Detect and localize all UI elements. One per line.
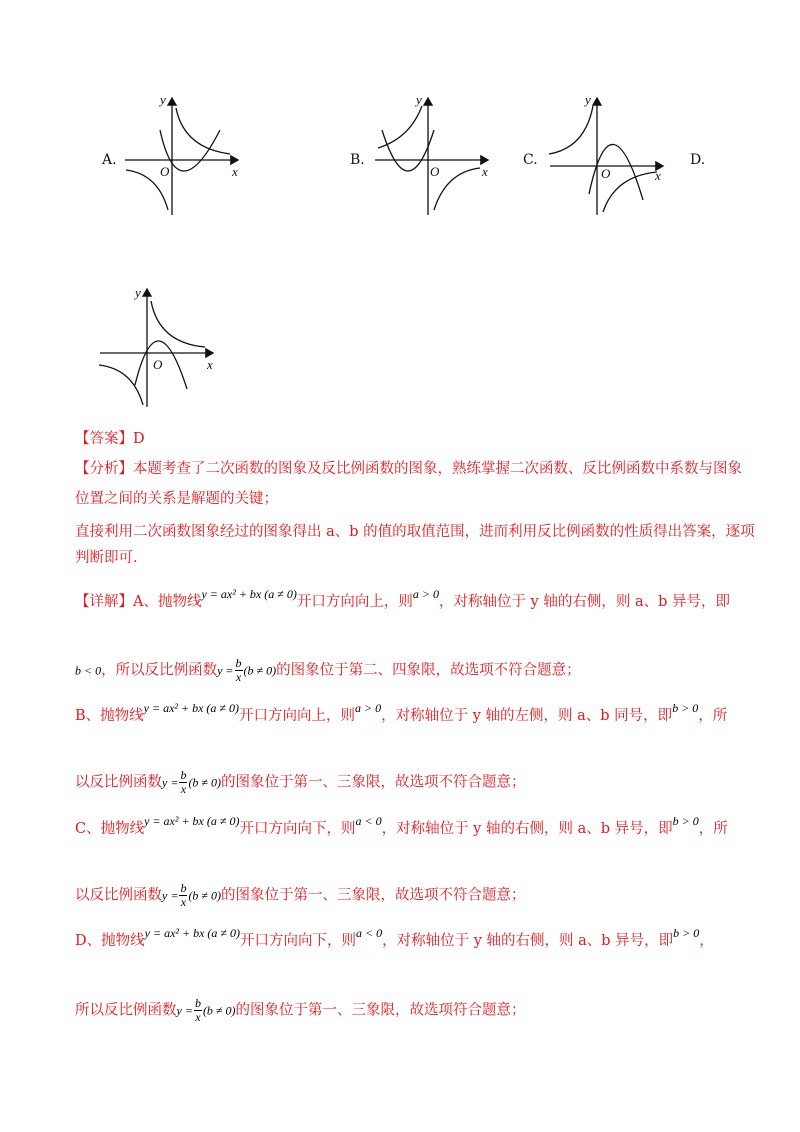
- y-axis-label: y: [135, 285, 141, 300]
- detail-c-line-2: [75, 882, 526, 909]
- fraction-denominator: x: [180, 895, 187, 909]
- fraction-denominator: x: [235, 670, 242, 684]
- option-a-label: A.: [102, 152, 117, 168]
- hyperbola-left: [378, 106, 422, 148]
- inverse-fraction: [179, 769, 187, 796]
- hyperbola-left: [99, 365, 143, 405]
- analysis-line-1: [75, 459, 742, 479]
- detail-c-text-6: 的图象位于第一、三象限，故选项不符合题意；: [221, 887, 526, 904]
- detail-b-line-2: [75, 769, 526, 796]
- analysis-text-1: 本题考查了二次函数的图象及反比例函数的图象，熟练掌握二次函数、反比例函数中系数与图象: [133, 461, 742, 477]
- detail-d-text-4: ，: [699, 933, 714, 949]
- analysis-tag: 【分析】: [75, 461, 133, 477]
- origin-label: O: [601, 166, 611, 181]
- analysis-line-3: 直接利用二次函数图象经过的图象得出 a、b 的值的取值范围，进而利用反比例函数的性质得出答案，逐项: [75, 524, 755, 540]
- detail-a-text-3: ，对称轴位于 y 轴的右侧，则 a、b 异号，即: [438, 594, 731, 610]
- detail-a-text-4: ，所以反比例函数: [101, 662, 218, 679]
- detail-b-text-4: ，所: [698, 708, 728, 724]
- detail-d-text-1: D、抛物线: [75, 933, 145, 949]
- fraction-denominator: x: [195, 1010, 201, 1024]
- detail-a-text-5: 的图象位于第二、四象限，故选项不符合题意；: [276, 662, 581, 679]
- detail-c-text-5: 以反比例函数: [75, 887, 162, 904]
- fraction-numerator: b: [180, 881, 187, 895]
- detail-c-text-2: 开口方向向下，则: [239, 821, 356, 837]
- detail-b-text-5: 以反比例函数: [75, 774, 162, 791]
- detail-c-line-1: [75, 814, 728, 839]
- b-condition: b > 0: [673, 926, 700, 940]
- parabola-formula: y = ax² + bx (a ≠ 0): [143, 701, 240, 715]
- detail-c-text-3: ，对称轴位于 y 轴的右侧，则 a、b 异号，即: [381, 821, 673, 837]
- fraction-numerator: b: [180, 768, 187, 782]
- a-condition: a < 0: [356, 926, 383, 940]
- x-axis-label: x: [655, 168, 661, 183]
- detail-tag: 【详解】: [75, 594, 133, 610]
- y-axis-label: y: [160, 92, 166, 107]
- option-b-label: B.: [350, 152, 365, 168]
- detail-b-line-1: [75, 701, 728, 726]
- detail-a-text-2: 开口方向向上，则: [296, 594, 413, 610]
- hyperbola-right: [151, 301, 205, 347]
- y-axis-label: y: [416, 92, 422, 107]
- detail-d-text-6: 的图象位于第一、三象限，故选项符合题意；: [235, 1002, 526, 1019]
- detail-d-line-2: [75, 997, 526, 1024]
- hyperbola-right: [434, 168, 480, 210]
- inverse-formula-post: (b ≠ 0): [188, 775, 222, 790]
- hyperbola-right: [176, 108, 230, 154]
- detail-b-text-6: 的图象位于第一、三象限，故选项不符合题意；: [221, 774, 526, 791]
- graph-d: [95, 285, 225, 410]
- answer-line: [75, 429, 145, 449]
- detail-b-text-3: ，对称轴位于 y 轴的左侧，则 a、b 同号，即: [381, 708, 673, 724]
- a-condition: a < 0: [355, 814, 382, 828]
- inverse-formula-pre: y =: [162, 888, 179, 903]
- inverse-formula-pre: y =: [162, 775, 179, 790]
- b-condition: b < 0: [75, 663, 102, 678]
- inverse-formula-post: (b ≠ 0): [202, 1003, 236, 1018]
- y-axis-label: y: [585, 92, 591, 107]
- origin-label: O: [430, 164, 440, 179]
- inverse-formula-post: (b ≠ 0): [243, 663, 277, 678]
- a-condition: a > 0: [412, 587, 439, 601]
- x-axis-label: x: [207, 357, 213, 372]
- detail-b-text-2: 开口方向向上，则: [239, 708, 356, 724]
- option-d-label: D.: [690, 152, 706, 168]
- x-axis-label: x: [482, 164, 488, 179]
- fraction-denominator: x: [180, 782, 187, 796]
- hyperbola-right: [603, 172, 657, 212]
- detail-b-text-1: B、抛物线: [75, 708, 144, 724]
- x-axis-label: x: [232, 164, 238, 179]
- inverse-fraction: [194, 997, 202, 1024]
- b-condition: b > 0: [672, 701, 699, 715]
- analysis-line-2: 位置之间的关系是解题的关键；: [75, 491, 278, 507]
- parabola: [382, 130, 434, 171]
- inverse-formula-pre: y =: [176, 1003, 193, 1018]
- fraction-numerator: b: [194, 996, 201, 1010]
- parabola-formula: y = ax² + bx (a ≠ 0): [144, 814, 240, 828]
- detail-c-text-4: ，所: [698, 821, 728, 837]
- inverse-formula-post: (b ≠ 0): [188, 888, 222, 903]
- detail-d-text-5: 所以反比例函数: [75, 1002, 177, 1019]
- inverse-fraction: [235, 657, 243, 684]
- parabola-formula: y = ax² + bx (a ≠ 0): [201, 587, 297, 601]
- graph-a: [120, 90, 250, 220]
- hyperbola-left: [549, 106, 593, 154]
- b-condition: b > 0: [672, 814, 699, 828]
- fraction-numerator: b: [235, 656, 242, 670]
- detail-a-line-1: [75, 587, 731, 612]
- inverse-formula-pre: y =: [217, 663, 234, 678]
- option-c-label: C.: [523, 152, 538, 168]
- origin-label: O: [160, 164, 170, 179]
- detail-d-text-3: ，对称轴位于 y 轴的右侧，则 a、b 异号，即: [382, 933, 674, 949]
- graph-c: [545, 90, 675, 220]
- detail-a-line-2: [75, 657, 581, 684]
- detail-c-text-1: C、抛物线: [75, 821, 145, 837]
- graph-b: [370, 90, 500, 220]
- detail-a-text-1: A、抛物线: [133, 594, 202, 610]
- answer-value: D: [133, 431, 145, 447]
- origin-label: O: [153, 357, 163, 372]
- parabola-formula: y = ax² + bx (a ≠ 0): [144, 926, 240, 940]
- analysis-line-4: 判断即可.: [75, 550, 138, 566]
- detail-d-line-1: [75, 926, 714, 951]
- inverse-fraction: [179, 882, 187, 909]
- a-condition: a > 0: [355, 701, 382, 715]
- detail-d-text-2: 开口方向向下，则: [240, 933, 356, 949]
- answer-tag: 【答案】: [75, 431, 133, 447]
